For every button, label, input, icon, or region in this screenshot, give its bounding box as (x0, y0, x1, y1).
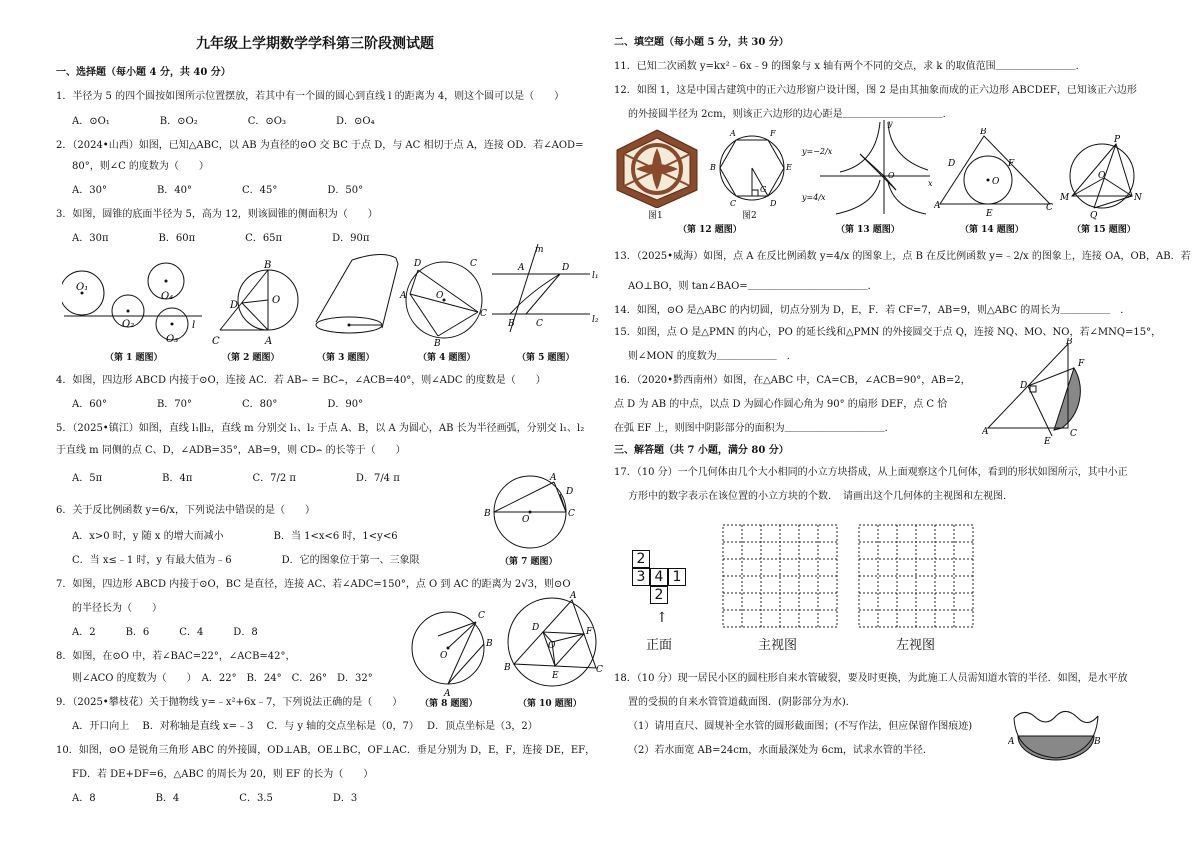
svg-text:D: D (1020, 381, 1028, 391)
caption-q15: （第 15 题图） (1072, 225, 1136, 235)
q4-options: A．60° B．70° C．80° D．90° (72, 399, 364, 410)
q15-text-cont: 则∠MON 的度数为＿＿＿＿＿＿ ． (628, 351, 797, 362)
figure-q4 (398, 256, 493, 346)
q3-options: A．30π B．60π C．65π D．90π (72, 233, 370, 244)
q12-text: 12．如图 1，这是中国古建筑中的正六边形窗户设计图，图 2 是由其抽象而成的正六边形 ABCDEF，已知该正六边形 (614, 85, 1137, 96)
svg-text:B: B (504, 663, 511, 673)
svg-text:D: D (566, 487, 574, 497)
q3-text: 3．如图，圆锥的底面半径为 5，高为 12，则该圆锥的侧面积为（ ） (56, 209, 378, 220)
figure-q18 (1008, 706, 1104, 762)
svg-text:O₂: O₂ (122, 319, 135, 330)
svg-text:Q: Q (1090, 211, 1098, 220)
caption-q12: （第 12 题图） (678, 225, 742, 235)
svg-text:O₃: O₃ (166, 334, 179, 345)
caption-tu1: 图1 (648, 211, 663, 221)
svg-text:A: A (265, 336, 273, 347)
cube-count: 3 (632, 568, 650, 586)
q1-text: 1．半径为 5 的四个圆按如图所示位置摆放，若其中有一个圆的圆心到直线 l 的距离为 4，则这个圆可以是（ ） (56, 91, 565, 102)
caption-q5: （第 5 题图） (517, 353, 575, 363)
cube-count: 2 (650, 586, 668, 604)
svg-text:A: A (444, 689, 451, 696)
caption-q8: （第 8 题图） (420, 699, 478, 709)
svg-text:O: O (522, 515, 530, 525)
svg-text:O: O (548, 641, 556, 651)
q5-options: A．5π B．4π C．7/2 π D．7/4 π (72, 473, 400, 484)
caption-q13: （第 13 题图） (836, 225, 900, 235)
svg-text:l₂: l₂ (592, 315, 599, 325)
svg-text:F: F (1008, 159, 1015, 169)
svg-text:G: G (760, 185, 767, 194)
cube-count: 1 (668, 568, 686, 586)
q14-text: 14．如图，⊙O 是△ABC 的内切圆，切点分别为 D，E，F．若 CF=7，AB=9，则△ABC 的周长为＿＿＿＿＿ ． (614, 305, 1131, 316)
svg-text:C: C (1046, 203, 1053, 213)
figure-q14 (934, 128, 1056, 218)
svg-text:D: D (414, 259, 422, 269)
svg-text:y: y (888, 119, 893, 128)
q18-part2: （2）若水面宽 AB=24cm，水面最深处为 6cm，试求水管的半径． (628, 745, 933, 756)
svg-text:O: O (888, 171, 895, 180)
q18-part1: （1）请用直尺、圆规补全水管的圆形截面图；(不写作法，但应保留作图痕迹) (628, 721, 973, 732)
svg-text:N: N (1134, 193, 1142, 203)
figure-q8 (404, 606, 494, 696)
figure-q10 (500, 590, 605, 696)
section-fill-heading: 二、填空题（每小题 5 分，共 30 分） (614, 37, 789, 48)
svg-text:y=−2/x: y=−2/x (802, 147, 833, 156)
svg-text:D: D (562, 263, 570, 273)
figure-q16 (982, 338, 1092, 444)
q8-text-options: 则∠ACO 的度数为（ ） A．22° B．24° C．26° D．32° (72, 673, 373, 684)
q17-text: 17．（10 分）一个几何体由几个大小相同的小立方块搭成，从上面观察这个几何体，看到的形状如图所示，其中小正 (614, 467, 1128, 478)
svg-text:O₄: O₄ (161, 291, 174, 302)
svg-text:C: C (568, 509, 575, 519)
svg-text:m: m (535, 245, 544, 255)
svg-text:O: O (440, 651, 448, 661)
cube-count: 2 (632, 550, 650, 568)
svg-text:O₁: O₁ (76, 282, 89, 293)
svg-text:O: O (1098, 171, 1106, 181)
svg-text:M: M (1060, 193, 1070, 203)
svg-text:A: A (934, 201, 941, 211)
svg-text:E: E (552, 671, 559, 681)
q18-text-cont: 置的受损的自来水管管道截面图．(阴影部分为水)． (628, 697, 856, 708)
q2-text: 2．（2024•山西）如图，已知△ABC，以 AB 为直径的⊙O 交 BC 于点 D，与 AC 相切于点 A，连接 OD．若∠AOD= (56, 140, 584, 151)
section-choice-heading: 一、选择题（每小题 4 分，共 40 分） (56, 67, 231, 78)
svg-text:B: B (434, 339, 441, 346)
svg-text:E: E (1044, 437, 1051, 444)
svg-text:D: D (770, 199, 777, 208)
figure-q7 (482, 470, 592, 550)
svg-text:O: O (272, 295, 281, 306)
left-view-label: 左视图 (896, 638, 936, 653)
svg-text:x: x (928, 179, 933, 188)
q10-options: A．8 B．4 C．3.5 D．3 (72, 793, 358, 804)
q17-text-cont: 方形中的数字表示在该位置的小立方块的个数． 请画出这个几何体的主视图和左视图． (628, 491, 1013, 502)
svg-text:O: O (992, 177, 1000, 187)
svg-text:C: C (470, 259, 477, 269)
caption-q1: （第 1 题图） (105, 353, 163, 363)
q15-text: 15．如图，点 O 是△PMN 的内心，PO 的延长线和△PMN 的外接圆交于点 Q，连接 NQ、MO、NO，若∠MNQ=15°， (614, 327, 1162, 338)
svg-text:O: O (436, 291, 444, 301)
svg-text:y=4/x: y=4/x (802, 193, 826, 202)
q16-text: 16．（2020•黔西南州）如图，在△ABC 中，CA=CB，∠ACB=90°，AB=2， (614, 375, 971, 386)
caption-q4: （第 4 题图） (418, 353, 476, 363)
q12-text-cont: 的外接圆半径为 2cm，则该正六边形的边心距是＿＿＿＿＿＿＿＿＿＿． (628, 109, 953, 120)
figure-q13 (800, 118, 936, 216)
svg-text:C: C (1070, 429, 1077, 439)
q4-text: 4．如图，四边形 ABCD 内接于⊙O，连接 AC．若 AB⌢ = BC⌢，∠ACB=40°，则∠ADC 的度数是（ ） (56, 375, 546, 386)
q2-text-cont: 80°，则∠C 的度数为（ ） (72, 161, 209, 172)
svg-text:A: A (730, 129, 736, 138)
caption-tu2: 图2 (742, 211, 757, 221)
figure-q5 (490, 242, 600, 342)
q10-text-cont: FD．若 DE+DF=6，△ABC 的周长为 20，则 EF 的长为（ ） (72, 769, 374, 780)
svg-text:A: A (550, 473, 557, 483)
figure-q1 (62, 256, 202, 351)
page-title: 九年级上学期数学学科第三阶段测试题 (196, 36, 434, 52)
caption-q3: （第 3 题图） (317, 353, 375, 363)
q11-text: 11．已知二次函数 y=kx²﹣6x﹣9 的图象与 x 轴有两个不同的交点，求 k 的取值范围＿＿＿＿＿＿＿＿． (614, 61, 1086, 72)
svg-text:l: l (192, 320, 196, 331)
svg-text:P: P (1114, 135, 1121, 145)
svg-text:B: B (486, 639, 493, 649)
q5-text: 5．（2025•镇江）如图，直线 l₁∥l₂，直线 m 分别交 l₁、l₂ 于点 A、B，以 A 为圆心，AB 长为半径画弧，分别交 l₁、l₂ (56, 423, 585, 434)
left-view-grid (858, 524, 974, 628)
svg-text:D: D (532, 623, 540, 633)
q16-text-cont2: 在弧 EF 上，则图中阴影部分的面积为＿＿＿＿＿＿＿＿＿＿． (614, 423, 895, 434)
q16-text-cont: 点 D 为 AB 的中点，以点 D 为圆心作圆心角为 90° 的扇形 DEF，点 C 恰 (614, 399, 948, 410)
q5-text-cont: 于直线 m 同侧的点 C、D，∠ADB=35°，AB=9，则 CD⌢ 的长等于（ ） (56, 445, 406, 456)
svg-text:A: A (570, 591, 577, 601)
svg-text:C: C (478, 611, 485, 621)
caption-q14: （第 14 题图） (960, 225, 1024, 235)
svg-text:A: A (1008, 737, 1015, 747)
figure-q2 (212, 258, 302, 348)
svg-text:B: B (1066, 338, 1073, 347)
svg-text:A: A (518, 263, 525, 273)
svg-text:l₁: l₁ (592, 271, 599, 281)
svg-text:B: B (264, 260, 272, 271)
svg-text:E: E (786, 163, 792, 172)
svg-text:B: B (1094, 737, 1101, 747)
q18-text: 18．（10 分）现一居民小区的圆柱形自来水管破裂，要及时更换，为此施工人员需知道水管的半径．如图，是水平放 (614, 673, 1128, 684)
q1-options: A．⊙O₁ B．⊙O₂ C．⊙O₃ D．⊙O₄ (72, 116, 375, 127)
svg-text:E: E (986, 209, 993, 218)
q13-text: 13．（2025•威海）如图，点 A 在反比例函数 y=4/x 的图象上，点 B 在反比例函数 y=﹣2/x 的图象上，连接 OA，OB，AB．若 (614, 251, 1191, 262)
cube-count: 4 (650, 568, 668, 586)
svg-text:B: B (508, 319, 515, 329)
svg-text:C: C (536, 319, 543, 329)
svg-text:A: A (400, 291, 407, 301)
q9-text: 9．（2025•攀枝花）关于抛物线 y=﹣x²+6x﹣7，下列说法正确的是（ ） (56, 697, 403, 708)
q6-options-cd: C．当 x≤﹣1 时，y 有最大值为﹣6 D．它的图象位于第一、三象限 (72, 555, 420, 566)
figure-q12-hexagon (708, 126, 798, 210)
caption-q7: （第 7 题图） (500, 557, 558, 567)
svg-text:B: B (980, 128, 987, 137)
svg-text:B: B (484, 509, 491, 519)
up-arrow-icon: ↑ (656, 610, 668, 626)
figure-q12-window (612, 128, 702, 208)
q10-text: 10．如图，⊙O 是锐角三角形 ABC 的外接圆，OD⊥AB，OE⊥BC，OF⊥AC．垂足分别为 D，E，F，连接 DE，EF， (56, 745, 596, 756)
svg-text:D: D (948, 159, 956, 169)
q13-text-cont: AO⊥BO，则 tan∠BAO=＿＿＿＿＿＿＿＿＿＿＿＿． (628, 281, 878, 292)
q9-options: A．开口向上 B．对称轴是直线 x=﹣3 C．与 y 轴的交点坐标是（0，7） D．顶点坐标是（3，2） (72, 721, 538, 732)
front-label: 正面 (646, 638, 673, 653)
figure-q3 (312, 250, 402, 345)
svg-text:F: F (770, 129, 776, 138)
front-view-label: 主视图 (758, 638, 798, 653)
svg-text:C: C (596, 665, 603, 675)
svg-text:B: B (710, 163, 716, 172)
caption-q10: （第 10 题图） (518, 699, 582, 709)
svg-text:A: A (982, 427, 989, 437)
section-answer-heading: 三、解答题（共 7 小题，满分 80 分） (614, 445, 789, 456)
svg-text:C: C (212, 336, 220, 347)
q2-options: A．30° B．40° C．45° D．50° (72, 185, 364, 196)
q8-text: 8．如图，在⊙O 中，若∠BAC=22°，∠ACB=42°， (56, 651, 296, 662)
svg-text:F: F (1078, 359, 1085, 369)
figure-q15 (1058, 134, 1148, 220)
svg-text:C: C (730, 199, 737, 208)
q7-text-cont: 的半径长为（ ） (72, 603, 162, 614)
q7-text: 7．如图，四边形 ABCD 内接于⊙O，BC 是直径，连接 AC、若∠ADC=150°，点 O 到 AC 的距离为 2√3，则⊙O (56, 579, 571, 590)
svg-text:F: F (586, 627, 593, 637)
q7-options: A．2 B．6 C．4 D．8 (72, 627, 258, 638)
q6-options-ab: A．x>0 时，y 随 x 的增大而减小 B．当 1<x<6 时，1<y<6 (72, 531, 398, 542)
svg-text:D: D (230, 300, 239, 311)
caption-q2: （第 2 题图） (222, 353, 280, 363)
q6-text: 6．关于反比例函数 y=6/x，下列说法中错误的是（ ） (56, 505, 315, 516)
front-view-grid (722, 524, 838, 628)
svg-text:C: C (480, 309, 487, 319)
